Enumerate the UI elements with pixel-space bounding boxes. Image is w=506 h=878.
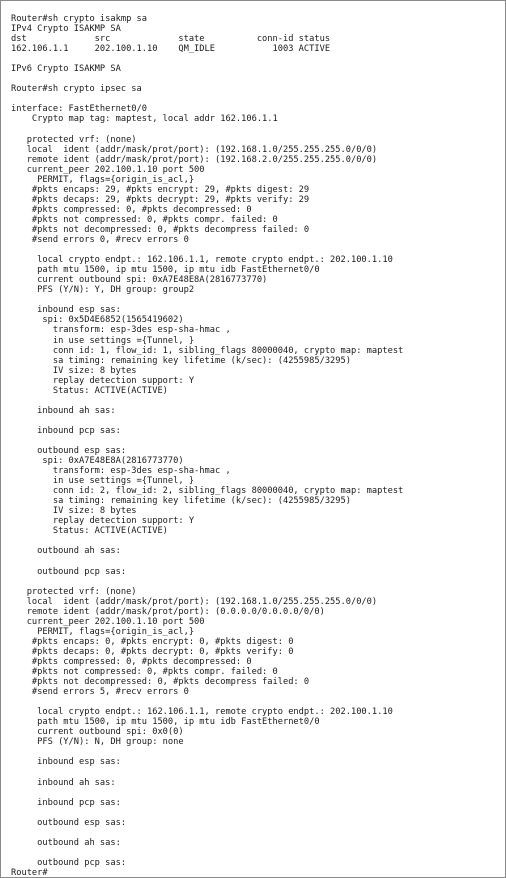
terminal-line: outbound esp sas:: [11, 446, 127, 457]
terminal-line: [11, 768, 505, 778]
terminal-line: #send errors 0, #recv errors 0: [11, 235, 189, 246]
terminal-line: Status: ACTIVE(ACTIVE): [11, 526, 168, 537]
terminal-line: transform: esp-3des esp-sha-hmac ,: [11, 466, 231, 477]
terminal-line: [11, 396, 505, 406]
terminal-line: [11, 557, 505, 567]
terminal-line: IV size: 8 bytes: [11, 506, 137, 517]
terminal-line: current outbound spi: 0xA7E48E8A(2816773770): [11, 275, 268, 286]
terminal-line: inbound esp sas:: [11, 305, 121, 316]
terminal-line: #pkts encaps: 29, #pkts encrypt: 29, #pkts digest: 29: [11, 184, 310, 195]
terminal-line: [11, 416, 505, 426]
terminal-line: local crypto endpt.: 162.106.1.1, remote crypto endpt.: 202.100.1.10: [11, 707, 393, 718]
terminal-line: outbound ah sas:: [11, 837, 121, 848]
terminal-line: [11, 125, 505, 135]
terminal-line: interface: FastEthernet0/0: [11, 104, 147, 115]
terminal-line: inbound pcp sas:: [11, 425, 121, 436]
command-prompt[interactable]: Router#: [11, 867, 48, 877]
terminal-line: #pkts not compressed: 0, #pkts compr. failed: 0: [11, 667, 278, 678]
terminal-line: #pkts compressed: 0, #pkts decompressed: 0: [11, 657, 252, 667]
terminal-line: #send errors 5, #recv errors 0: [11, 687, 189, 698]
terminal-line: [11, 577, 505, 587]
terminal-line: [11, 74, 505, 84]
terminal-line: IV size: 8 bytes: [11, 365, 137, 376]
terminal-line: local ident (addr/mask/prot/port): (192.168.1.0/255.255.255.0/0/0): [11, 144, 378, 155]
terminal-line: [11, 536, 505, 546]
terminal-line: Status: ACTIVE(ACTIVE): [11, 385, 168, 396]
terminal-line: PFS (Y/N): N, DH group: none: [11, 737, 184, 748]
terminal-line: [11, 788, 505, 798]
terminal-line: local ident (addr/mask/prot/port): (192.168.1.0/255.255.255.0/0/0): [11, 596, 378, 607]
terminal-line: inbound pcp sas:: [11, 797, 121, 808]
terminal-line: IPv4 Crypto ISAKMP SA: [11, 24, 121, 35]
terminal-line: protected vrf: (none): [11, 134, 137, 145]
terminal-line: 162.106.1.1 202.100.1.10 QM_IDLE 1003 ACTIVE: [11, 44, 331, 55]
terminal-line: replay detection support: Y: [11, 375, 195, 386]
terminal-line: Router#sh crypto isakmp sa: [11, 14, 147, 24]
terminal-output[interactable]: [1, 1, 505, 877]
terminal-line: current_peer 202.100.1.10 port 500: [11, 164, 205, 175]
terminal-line: #pkts decaps: 29, #pkts decrypt: 29, #pkts verify: 29: [11, 194, 310, 205]
terminal-line: [11, 848, 505, 858]
terminal-line: inbound esp sas:: [11, 757, 121, 768]
terminal-line: #pkts encaps: 0, #pkts encrypt: 0, #pkts digest: 0: [11, 636, 294, 647]
terminal-line: inbound ah sas:: [11, 777, 116, 788]
terminal-line: [11, 828, 505, 838]
terminal-line: PERMIT, flags={origin_is_acl,}: [11, 626, 195, 637]
terminal-line: sa timing: remaining key lifetime (k/sec): (4255985/3295): [11, 496, 351, 507]
terminal-text: [1, 1, 505, 877]
terminal-line: protected vrf: (none): [11, 586, 137, 597]
terminal-line: [11, 295, 505, 305]
terminal-line: in use settings ={Tunnel, }: [11, 476, 195, 487]
terminal-line: conn id: 1, flow_id: 1, sibling_flags 80000040, crypto map: maptest: [11, 345, 404, 356]
terminal-line: #pkts compressed: 0, #pkts decompressed: 0: [11, 204, 252, 215]
terminal-line: sa timing: remaining key lifetime (k/sec): (4255985/3295): [11, 355, 351, 366]
terminal-line: #pkts not decompressed: 0, #pkts decompress failed: 0: [11, 224, 310, 235]
terminal-line: conn id: 2, flow_id: 2, sibling_flags 80000040, crypto map: maptest: [11, 486, 404, 497]
terminal-line: path mtu 1500, ip mtu 1500, ip mtu idb FastEthernet0/0: [11, 717, 320, 728]
terminal-line: outbound pcp sas:: [11, 566, 127, 577]
terminal-line: [11, 94, 505, 104]
terminal-line: outbound esp sas:: [11, 817, 127, 828]
terminal-line: outbound ah sas:: [11, 546, 121, 557]
terminal-line: current_peer 202.100.1.10 port 500: [11, 616, 205, 627]
terminal-line: #pkts not compressed: 0, #pkts compr. failed: 0: [11, 214, 278, 225]
terminal-line: [11, 54, 505, 64]
terminal-line: #pkts decaps: 0, #pkts decrypt: 0, #pkts verify: 0: [11, 646, 294, 657]
terminal-line: in use settings ={Tunnel, }: [11, 335, 195, 346]
terminal-line: local crypto endpt.: 162.106.1.1, remote crypto endpt.: 202.100.1.10: [11, 255, 393, 266]
terminal-line: Router#sh crypto ipsec sa: [11, 84, 142, 95]
terminal-line: #pkts not decompressed: 0, #pkts decompress failed: 0: [11, 677, 310, 688]
terminal-line: remote ident (addr/mask/prot/port): (192.168.2.0/255.255.255.0/0/0): [11, 154, 378, 165]
terminal-line: replay detection support: Y: [11, 516, 195, 527]
terminal-line: inbound ah sas:: [11, 405, 116, 416]
terminal-line: [11, 747, 505, 757]
terminal-line: PFS (Y/N): Y, DH group: group2: [11, 285, 195, 296]
terminal-line: [11, 245, 505, 255]
terminal-line: transform: esp-3des esp-sha-hmac ,: [11, 325, 231, 336]
terminal-line: Crypto map tag: maptest, local addr 162.106.1.1: [11, 114, 278, 125]
terminal-line: dst src state conn-id status: [11, 34, 331, 45]
terminal-line: IPv6 Crypto ISAKMP SA: [11, 64, 121, 75]
terminal-line: outbound pcp sas:: [11, 857, 127, 868]
terminal-line: spi: 0x5D4E6852(1565419602): [11, 315, 184, 326]
terminal-line: spi: 0xA7E48E8A(2816773770): [11, 456, 184, 467]
terminal-line: current outbound spi: 0x0(0): [11, 727, 184, 738]
terminal-line: [11, 697, 505, 707]
terminal-line: [11, 808, 505, 818]
terminal-line: path mtu 1500, ip mtu 1500, ip mtu idb FastEthernet0/0: [11, 265, 320, 276]
terminal-line: remote ident (addr/mask/prot/port): (0.0.0.0/0.0.0.0/0/0): [11, 606, 325, 617]
terminal-line: PERMIT, flags={origin_is_acl,}: [11, 174, 195, 185]
terminal-line: [11, 436, 505, 446]
